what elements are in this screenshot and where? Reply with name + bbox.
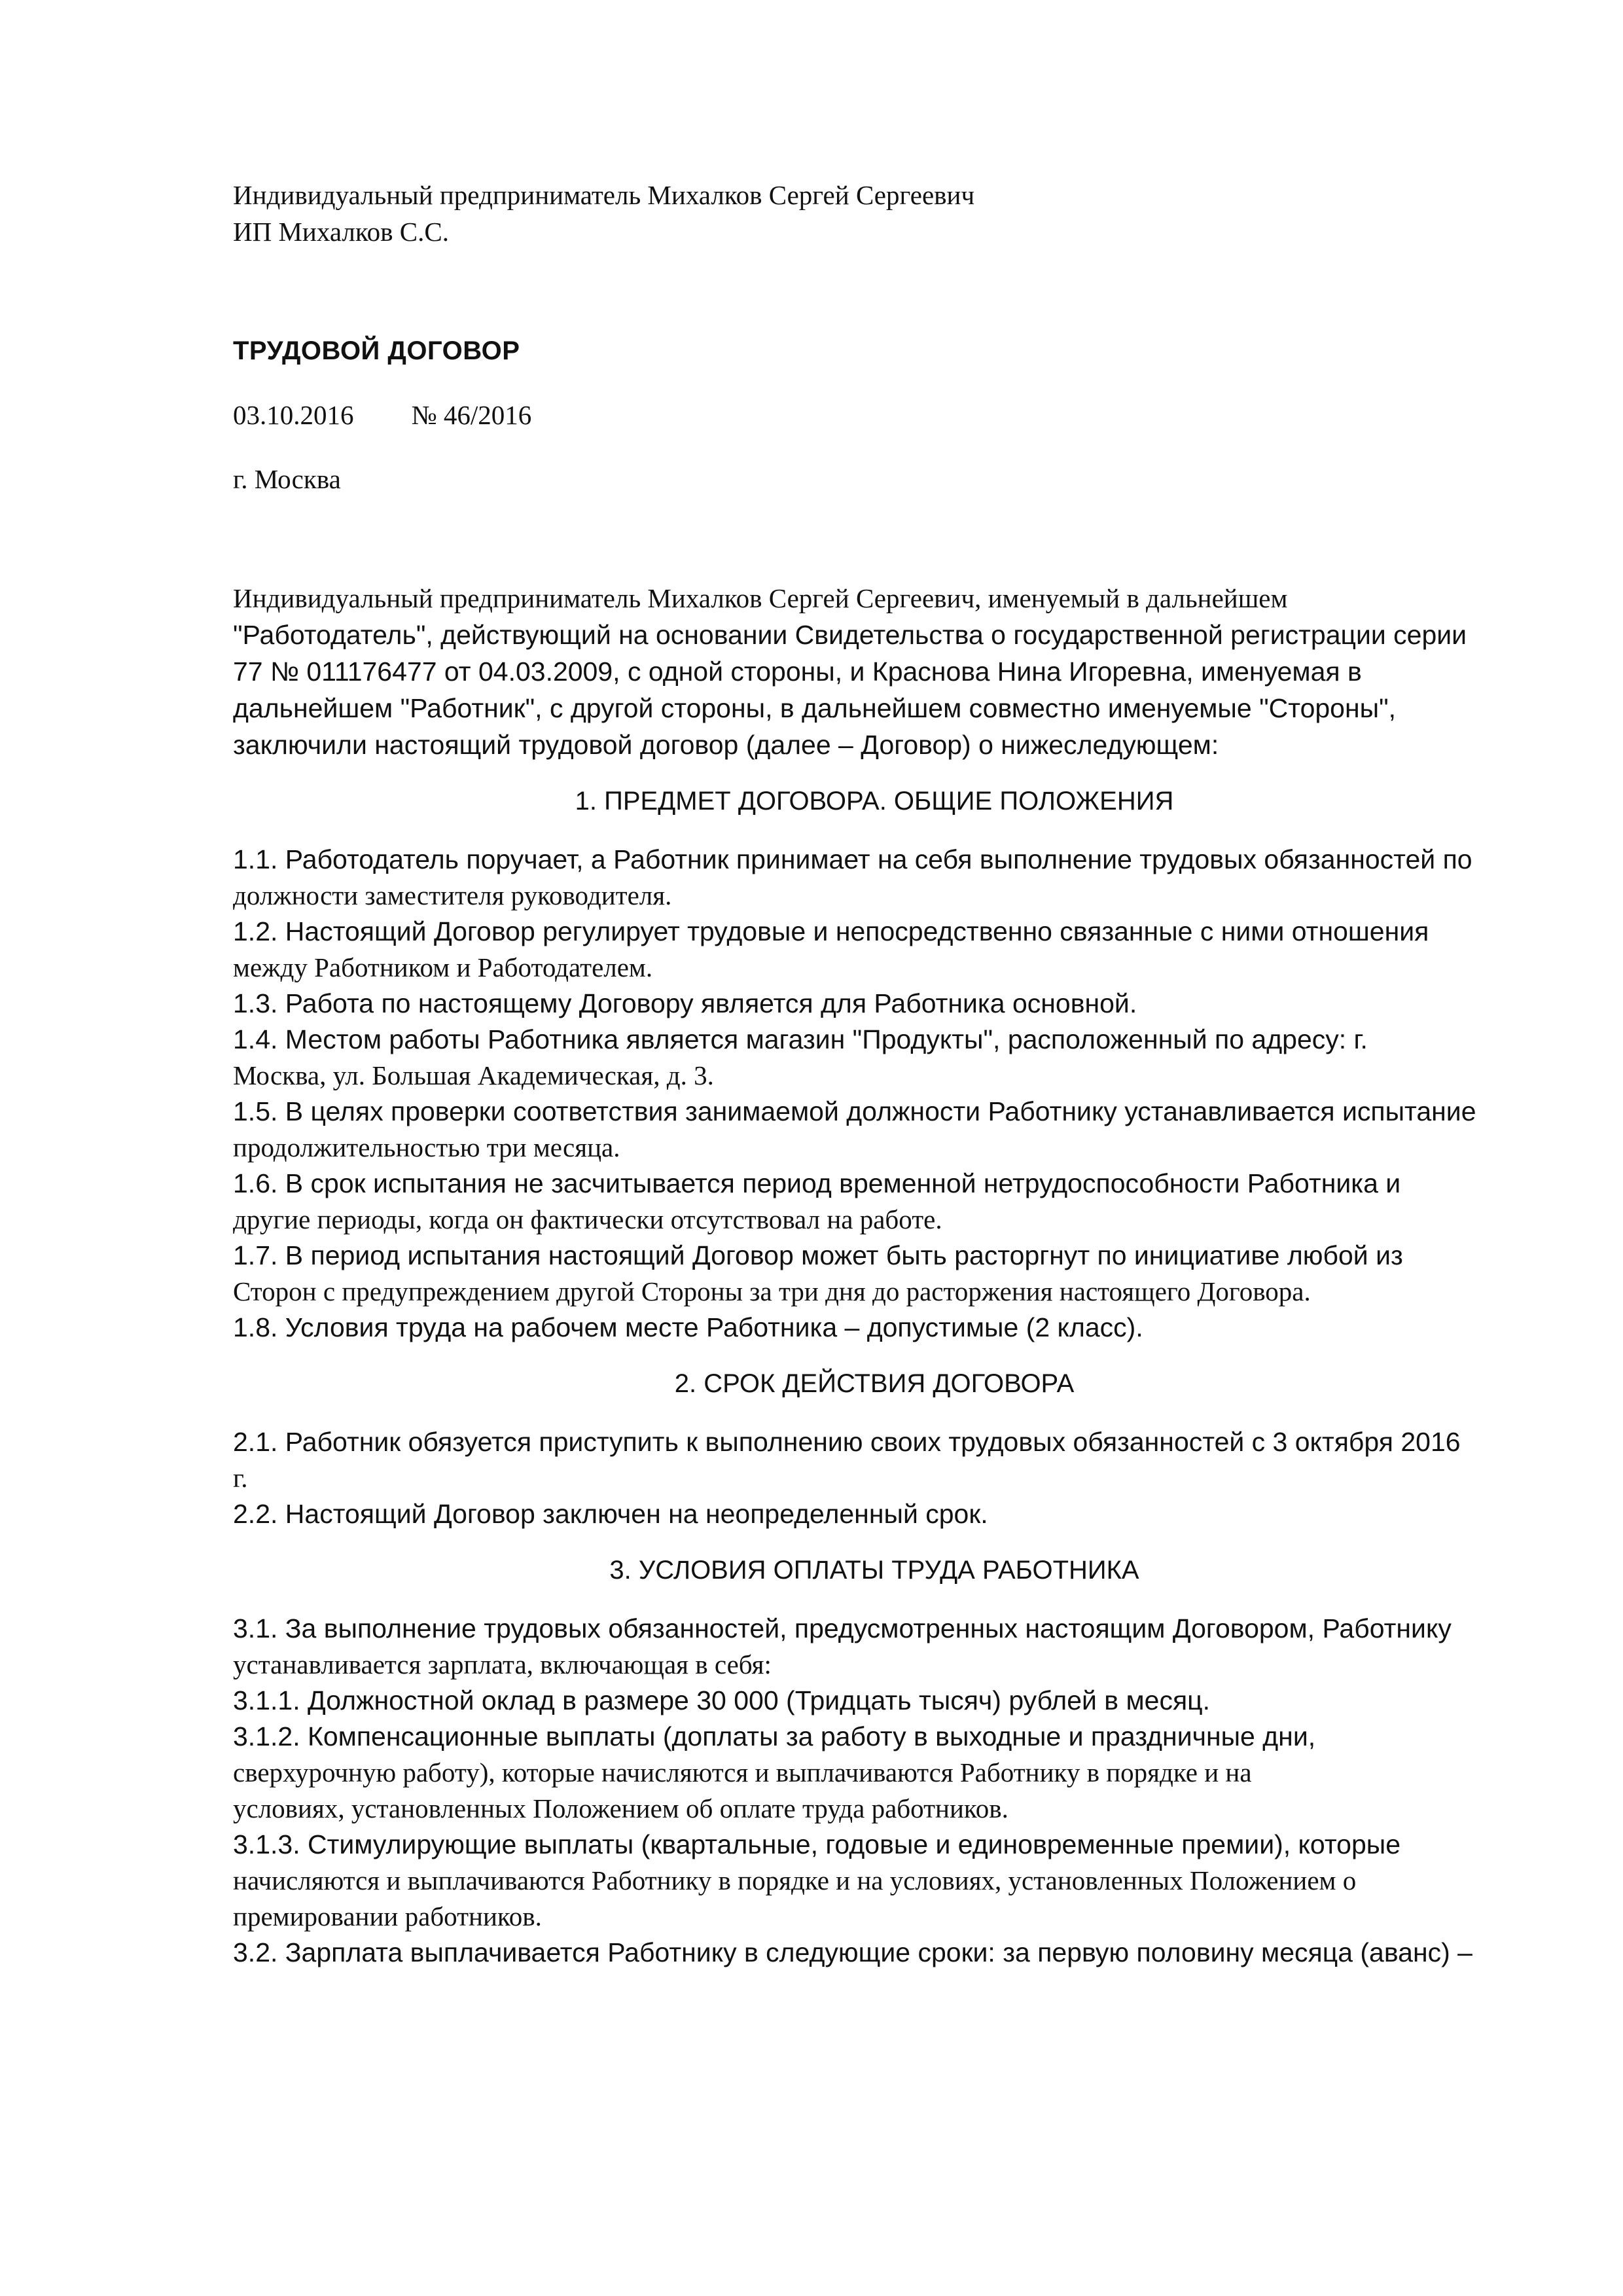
- section-heading: 1. ПРЕДМЕТ ДОГОВОРА. ОБЩИЕ ПОЛОЖЕНИЯ: [575, 787, 1174, 816]
- clause-line: 3.1.3. Стимулирующие выплаты (квартальные, годовые и единовременные премии), которые: [233, 1829, 1401, 1859]
- clause-line: устанавливается зарплата, включающая в себя:: [233, 1649, 772, 1679]
- intro-line: "Работодатель", действующий на основании Свидетельства о государственной регистрации серии: [233, 620, 1467, 650]
- clause-paragraph: [233, 842, 1516, 914]
- employer-short-name: ИП Михалков С.С.: [233, 217, 449, 247]
- employer-header: [233, 177, 1516, 250]
- clause-paragraph: [233, 1935, 1516, 1971]
- clause-line: г.: [233, 1463, 248, 1493]
- clause-line: другие периоды, когда он фактически отсутствовал на работе.: [233, 1204, 942, 1234]
- section-heading: 2. СРОК ДЕЙСТВИЯ ДОГОВОРА: [674, 1369, 1075, 1398]
- contract-sections: [233, 783, 1516, 1971]
- clause-line: 1.4. Местом работы Работника является магазин "Продукты", расположенный по адресу: г.: [233, 1024, 1368, 1054]
- clause-paragraph: [233, 1496, 1516, 1532]
- document-date-number: [233, 397, 1516, 433]
- clause-line: 1.3. Работа по настоящему Договору является для Работника основной.: [233, 988, 1137, 1018]
- clause-line: сверхурочную работу), которые начисляются и выплачиваются Работнику в порядке и на: [233, 1757, 1252, 1787]
- clause-line: 3.1.2. Компенсационные выплаты (доплаты за работу в выходные и праздничные дни,: [233, 1721, 1316, 1751]
- clause-line: продолжительностью три месяца.: [233, 1132, 620, 1162]
- clause-line: должности заместителя руководителя.: [233, 880, 672, 910]
- clause-line: 2.1. Работник обязуется приступить к выполнению своих трудовых обязанностей с 3 октября 2016: [233, 1427, 1461, 1457]
- clause-line: начисляются и выплачиваются Работнику в порядке и на условиях, установленных Положением о: [233, 1865, 1357, 1895]
- clause-paragraph: [233, 914, 1516, 986]
- clause-line: премировании работников.: [233, 1901, 542, 1931]
- clause-paragraph: [233, 986, 1516, 1022]
- clause-line: Сторон с предупреждением другой Стороны за три дня до расторжения настоящего Договора.: [233, 1276, 1311, 1306]
- clause-line: 1.6. В срок испытания не засчитывается период временной нетрудоспособности Работника и: [233, 1168, 1401, 1198]
- clause-line: между Работником и Работодателем.: [233, 952, 653, 982]
- document-title: ТРУДОВОЙ ДОГОВОР: [233, 336, 520, 365]
- document-number: № 46/2016: [411, 400, 532, 430]
- clause-paragraph: [233, 1683, 1516, 1719]
- intro-line: Индивидуальный предприниматель Михалков Сергей Сергеевич, именуемый в дальнейшем: [233, 583, 1288, 613]
- clause-line: 3.1.1. Должностной оклад в размере 30 000 (Тридцать тысяч) рублей в месяц.: [233, 1685, 1211, 1715]
- clause-line: 1.1. Работодатель поручает, а Работник принимает на себя выполнение трудовых обязанностей по: [233, 844, 1472, 874]
- clause-paragraph: [233, 1827, 1516, 1935]
- clause-paragraph: [233, 1238, 1516, 1310]
- clause-line: Москва, ул. Большая Академическая, д. 3.: [233, 1060, 714, 1090]
- document-date: 03.10.2016: [233, 400, 354, 430]
- clause-paragraph: [233, 1166, 1516, 1238]
- document-page: [233, 177, 1516, 1971]
- clause-line: 1.2. Настоящий Договор регулирует трудовые и непосредственно связанные с ними отношения: [233, 916, 1429, 946]
- clause-line: условиях, установленных Положением об оплате труда работников.: [233, 1793, 1008, 1823]
- clause-line: 3.2. Зарплата выплачивается Работнику в следующие сроки: за первую половину месяца (аванс) –: [233, 1937, 1472, 1967]
- clause-line: 3.1. За выполнение трудовых обязанностей, предусмотренных настоящим Договором, Работнику: [233, 1613, 1452, 1643]
- clause-line: 1.5. В целях проверки соответствия занимаемой должности Работнику устанавливается испытание: [233, 1096, 1476, 1126]
- clause-line: 2.2. Настоящий Договор заключен на неопределенный срок.: [233, 1499, 988, 1529]
- section-heading: 3. УСЛОВИЯ ОПЛАТЫ ТРУДА РАБОТНИКА: [609, 1556, 1139, 1585]
- clause-line: 1.7. В период испытания настоящий Договор может быть расторгнут по инициативе любой из: [233, 1240, 1403, 1270]
- clause-paragraph: [233, 1094, 1516, 1166]
- clause-paragraph: [233, 1611, 1516, 1683]
- intro-paragraph: [233, 580, 1516, 763]
- clause-paragraph: [233, 1022, 1516, 1094]
- clause-paragraph: [233, 1719, 1516, 1827]
- clause-paragraph: [233, 1424, 1516, 1496]
- intro-line: заключили настоящий трудовой договор (далее – Договор) о нижеследующем:: [233, 730, 1219, 760]
- intro-line: дальнейшем "Работник", с другой стороны, в дальнейшем совместно именуемые "Стороны",: [233, 693, 1397, 723]
- intro-line: 77 № 011176477 от 04.03.2009, с одной стороны, и Краснова Нина Игоревна, именуемая в: [233, 656, 1362, 687]
- clause-line: 1.8. Условия труда на рабочем месте Работника – допустимые (2 класс).: [233, 1312, 1143, 1342]
- employer-full-name: Индивидуальный предприниматель Михалков Сергей Сергеевич: [233, 180, 975, 210]
- clause-paragraph: [233, 1310, 1516, 1346]
- document-city: г. Москва: [233, 464, 341, 494]
